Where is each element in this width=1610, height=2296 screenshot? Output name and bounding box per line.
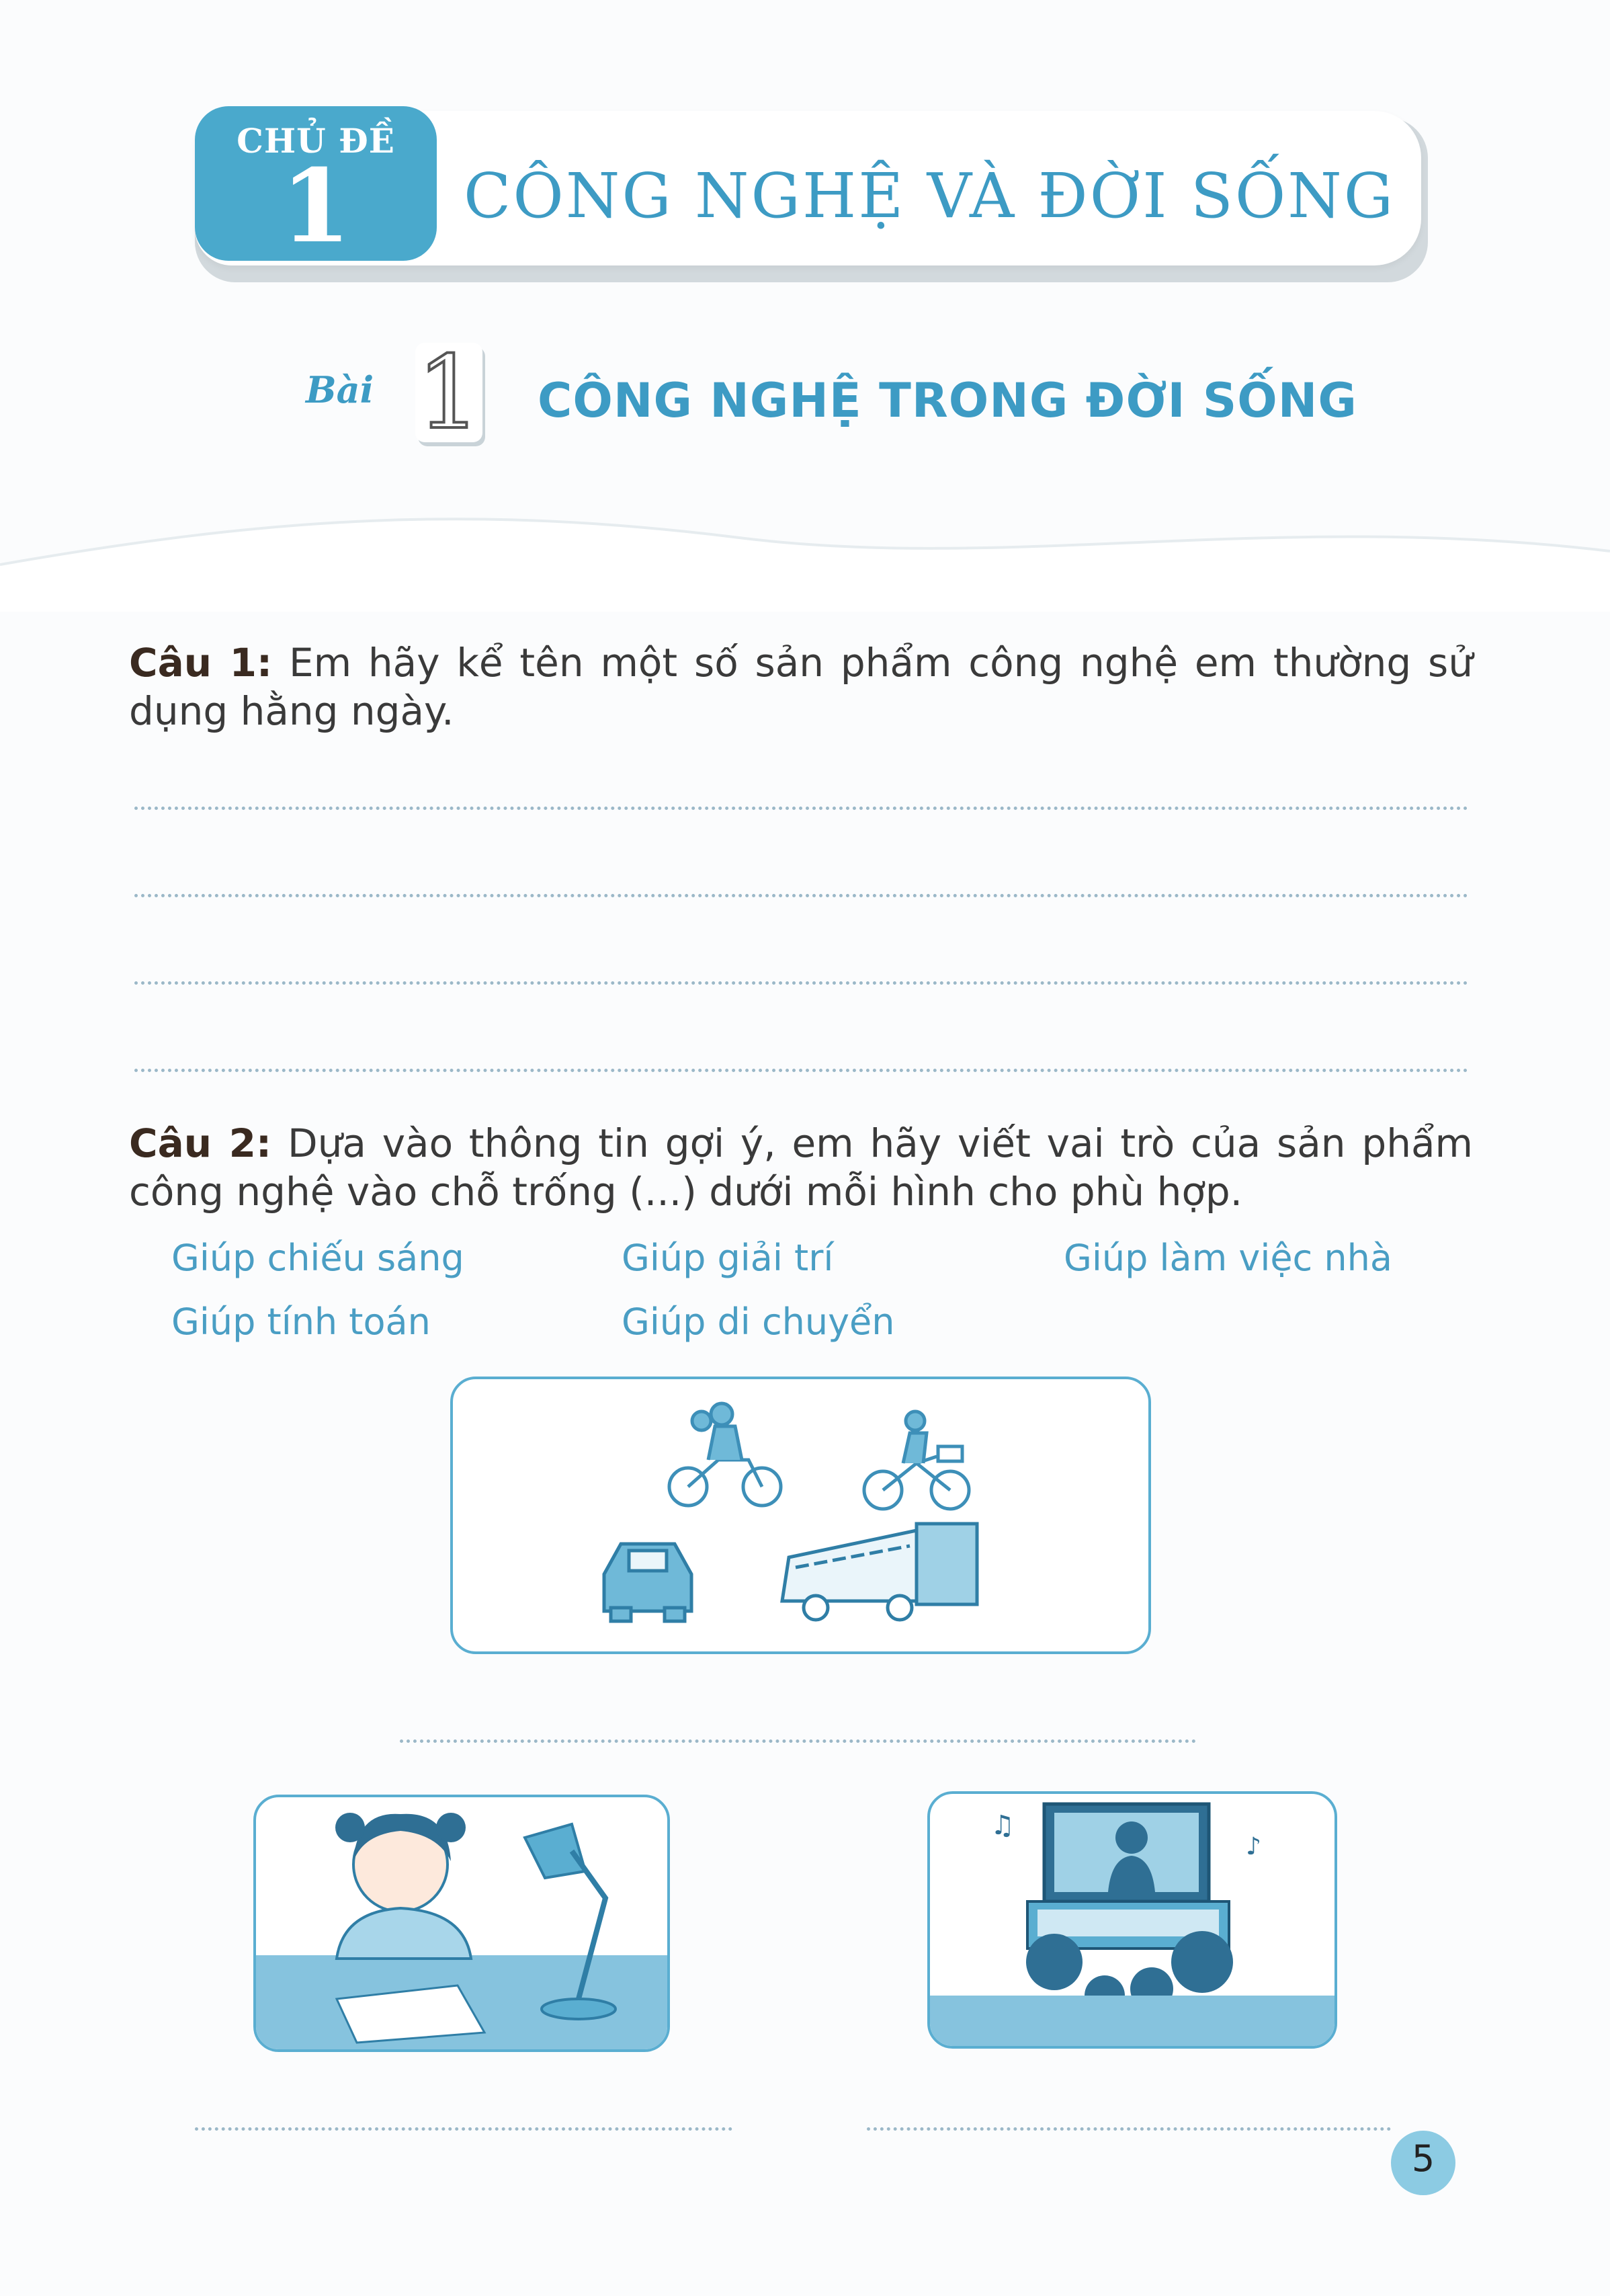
answer-line-4[interactable]: [134, 1069, 1468, 1072]
lesson-title: CÔNG NGHỆ TRONG ĐỜI SỐNG: [538, 373, 1357, 428]
question-2-text: Dựa vào thông tin gợi ý, em hãy viết vai trò của sản phẩm công nghệ vào chỗ trống (...) dưới mỗi hình cho phù hợp.: [129, 1120, 1473, 1215]
car-icon: [604, 1544, 691, 1621]
answer-line-2[interactable]: [134, 894, 1468, 897]
question-2-label: Câu 2:: [129, 1120, 272, 1166]
chapter-title: CÔNG NGHỆ VÀ ĐỜI SỐNG: [464, 160, 1396, 232]
option-entertainment: Giúp giải trí: [622, 1237, 834, 1279]
chapter-number: 1: [280, 147, 351, 265]
lesson-word: Bài: [306, 368, 374, 411]
question-1-label: Câu 1:: [129, 640, 273, 686]
option-lighting: Giúp chiếu sáng: [171, 1237, 464, 1279]
option-transport: Giúp di chuyển: [622, 1301, 895, 1343]
option-housework: Giúp làm việc nhà: [1064, 1237, 1392, 1279]
lesson-number: 1: [417, 335, 481, 452]
answer-line-1[interactable]: [134, 807, 1468, 810]
bus-icon: [782, 1524, 977, 1620]
question-1-text: Em hãy kể tên một số sản phẩm công nghệ em thường sử dụng hằng ngày.: [129, 640, 1473, 734]
picture-family-tv: [927, 1791, 1337, 2049]
sofa-icon: [930, 1996, 1334, 2046]
music-note-icon: ♫: [990, 1810, 1015, 1841]
chapter-label: CHỦ ĐỀ: [237, 121, 395, 161]
question-1: [129, 639, 1473, 735]
question-2: [129, 1119, 1473, 1216]
girl-icon: [335, 1813, 471, 1959]
page-number: 5: [1411, 2137, 1435, 2180]
option-calculation: Giúp tính toán: [171, 1301, 431, 1343]
header-wave-divider: [0, 491, 1610, 612]
music-note-icon: ♪: [1246, 1833, 1261, 1860]
answer-line-tv[interactable]: [867, 2127, 1391, 2131]
bicycle-icon: [864, 1411, 969, 1509]
motorbike-icon: [669, 1403, 781, 1506]
tv-icon: [1044, 1804, 1209, 1901]
answer-line-3[interactable]: [134, 981, 1468, 985]
picture-desk-lamp: [253, 1795, 670, 2052]
answer-line-vehicles[interactable]: [400, 1739, 1196, 1743]
answer-line-lamp[interactable]: [195, 2127, 732, 2131]
picture-vehicles: [450, 1377, 1151, 1654]
chapter-badge: [195, 106, 437, 265]
